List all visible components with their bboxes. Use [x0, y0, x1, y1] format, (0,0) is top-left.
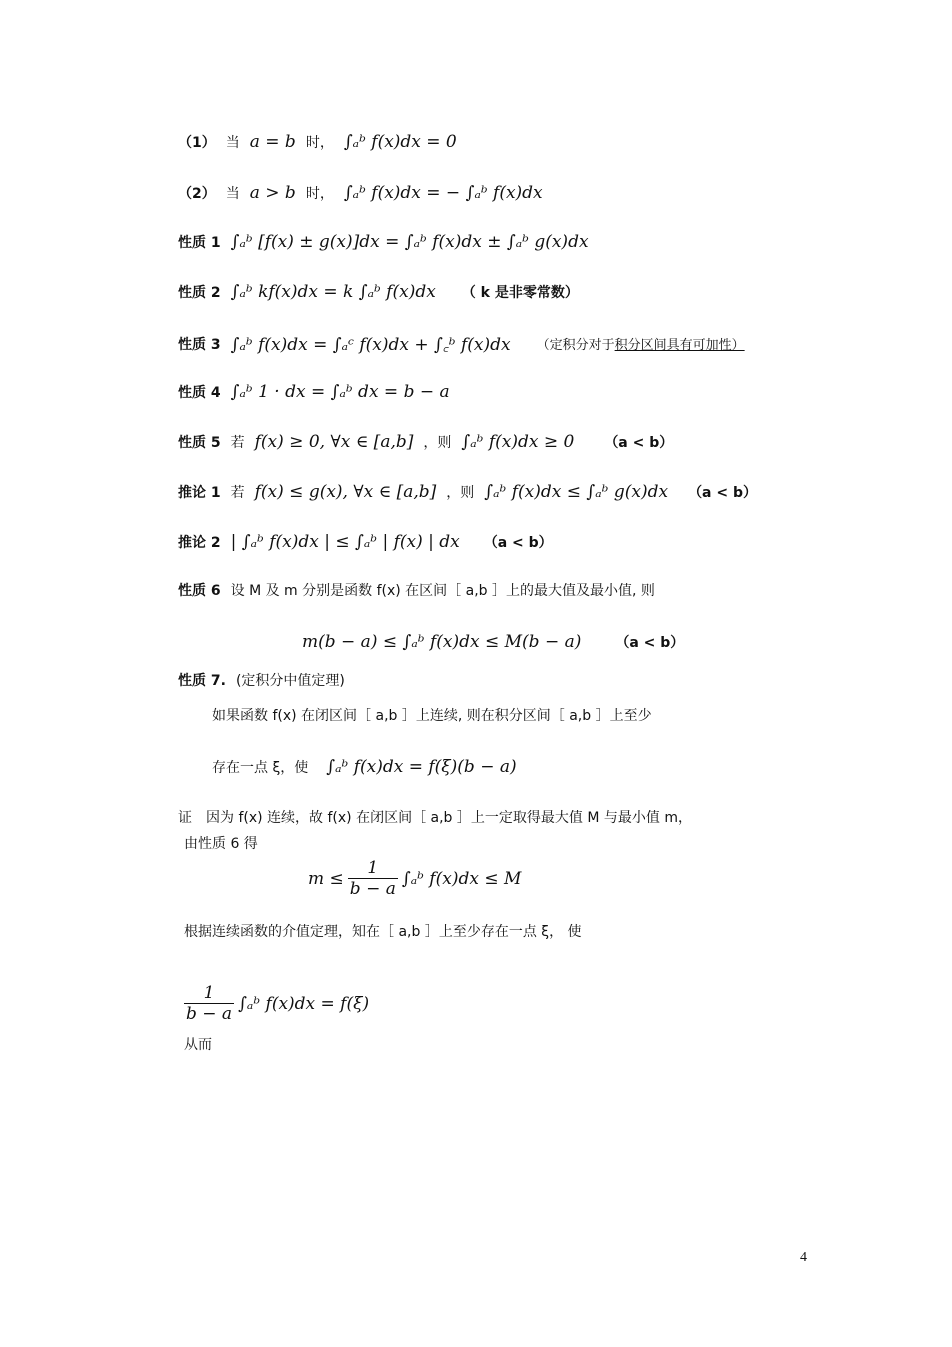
proof-line-4: [184, 921, 582, 941]
property-6-formula-line: [302, 632, 684, 652]
proof-6-text: 从而: [184, 1037, 212, 1053]
case-2-condition: a > b: [249, 183, 296, 203]
proof-3-denominator: b − a: [349, 879, 396, 899]
proof-5-fraction: [184, 983, 234, 1024]
property-4-formula: ∫ₐᵇ 1 · dx = ∫ₐᵇ dx = b − a: [230, 382, 450, 402]
corollary-1-condition: f(x) ≤ g(x), ∀x ∈ [a,b]: [254, 482, 437, 502]
proof-5-right: ∫ₐᵇ f(x)dx = f(ξ): [238, 993, 370, 1014]
proof-2-text: 由性质 6 得: [184, 836, 258, 852]
property-7-line-a: [212, 705, 652, 725]
proof-line-3: [308, 858, 521, 899]
property-7-line-b: [212, 757, 517, 777]
property-7-a-text: 如果函数 f(x) 在闭区间［ a,b ］上连续, 则在积分区间［ a,b ］上至少: [212, 708, 652, 724]
proof-line-5: [184, 983, 369, 1024]
proof-line-1: [178, 807, 692, 827]
corollary-1-formula: ∫ₐᵇ f(x)dx ≤ ∫ₐᵇ g(x)dx: [484, 482, 669, 502]
property-5-text: 若: [230, 435, 245, 451]
corollary-2-note: （a < b）: [483, 535, 553, 551]
corollary-1: [178, 482, 757, 502]
proof-line-2: [184, 833, 258, 853]
corollary-2-label: 推论 2: [178, 535, 221, 551]
case-1-tail: 时，: [305, 135, 334, 151]
proof-1-text: 证 因为 f(x) 连续，故 f(x) 在闭区间［ a,b ］上一定取得最大值 M 与最小值 m，: [178, 810, 692, 826]
property-2: [178, 282, 579, 302]
property-4-label: 性质 4: [178, 385, 221, 401]
case-2: [178, 183, 543, 203]
property-6: [178, 580, 655, 600]
proof-3-numerator: 1: [367, 858, 379, 878]
corollary-2: [178, 532, 553, 552]
property-6-text: 设 M 及 m 分别是函数 f(x) 在区间［ a,b ］上的最大值及最小值, 则: [230, 583, 655, 599]
corollary-1-mid: ，则: [446, 485, 475, 501]
corollary-1-label: 推论 1: [178, 485, 221, 501]
property-5-label: 性质 5: [178, 435, 221, 451]
proof-3-fraction: [348, 858, 398, 899]
case-1-formula: ∫ₐᵇ f(x)dx = 0: [343, 132, 457, 152]
property-2-note: （ k 是非零常数）: [461, 285, 579, 301]
case-2-formula: ∫ₐᵇ f(x)dx = − ∫ₐᵇ f(x)dx: [343, 183, 543, 203]
case-2-tail: 时，: [305, 186, 334, 202]
property-1-label: 性质 1: [178, 235, 221, 251]
proof-3-right: ∫ₐᵇ f(x)dx ≤ M: [401, 868, 522, 889]
proof-3-left: m ≤: [308, 868, 344, 889]
property-4: [178, 382, 450, 402]
property-6-label: 性质 6: [178, 583, 221, 599]
property-3-note-a: （定积分对于: [536, 338, 615, 353]
property-1: [178, 232, 589, 252]
property-7-b-formula: ∫ₐᵇ f(x)dx = f(ξ)(b − a): [326, 757, 517, 777]
property-3-note-b: 积分区间具有可加性）: [614, 338, 745, 353]
property-2-label: 性质 2: [178, 285, 221, 301]
property-5-mid: ，则: [423, 435, 452, 451]
property-5-note: （a < b）: [604, 435, 674, 451]
case-1-condition: a = b: [249, 132, 296, 152]
property-1-formula: ∫ₐᵇ [f(x) ± g(x)]dx = ∫ₐᵇ f(x)dx ± ∫ₐᵇ g(x)dx: [230, 232, 589, 252]
property-7-label: 性质 7.: [178, 673, 226, 689]
proof-5-denominator: b − a: [186, 1004, 233, 1024]
property-5-formula: ∫ₐᵇ f(x)dx ≥ 0: [461, 432, 575, 452]
corollary-2-formula: | ∫ₐᵇ f(x)dx | ≤ ∫ₐᵇ | f(x) | dx: [230, 532, 460, 552]
property-5: [178, 432, 673, 452]
corollary-1-note: （a < b）: [688, 485, 758, 501]
case-1-label: （1）: [178, 135, 216, 151]
case-1: [178, 132, 457, 152]
property-7-text: (定积分中值定理): [235, 673, 345, 689]
proof-4-text: 根据连续函数的介值定理，知在［ a,b ］上至少存在一点 ξ， 使: [184, 924, 582, 940]
case-2-text: 当: [225, 186, 240, 202]
page-number: 4: [800, 1250, 807, 1265]
corollary-1-text: 若: [230, 485, 245, 501]
property-5-condition: f(x) ≥ 0, ∀x ∈ [a,b]: [254, 432, 414, 452]
property-6-note: （a < b）: [615, 635, 685, 651]
property-7: [178, 670, 345, 690]
case-2-label: （2）: [178, 186, 216, 202]
proof-5-numerator: 1: [203, 983, 215, 1003]
property-2-formula: ∫ₐᵇ kf(x)dx = k ∫ₐᵇ f(x)dx: [230, 282, 436, 302]
property-7-b-text: 存在一点 ξ，使: [212, 760, 309, 776]
property-3-label: 性质 3: [178, 336, 221, 353]
property-3-note: [537, 334, 745, 353]
property-3: [178, 332, 745, 355]
property-6-formula: m(b − a) ≤ ∫ₐᵇ f(x)dx ≤ M(b − a): [302, 632, 582, 652]
proof-line-6: [184, 1034, 212, 1054]
property-3-formula: ∫ₐᵇ f(x)dx = ∫ₐᶜ f(x)dx + ∫꜀ᵇ f(x)dx: [230, 335, 511, 355]
case-1-text: 当: [225, 135, 240, 151]
